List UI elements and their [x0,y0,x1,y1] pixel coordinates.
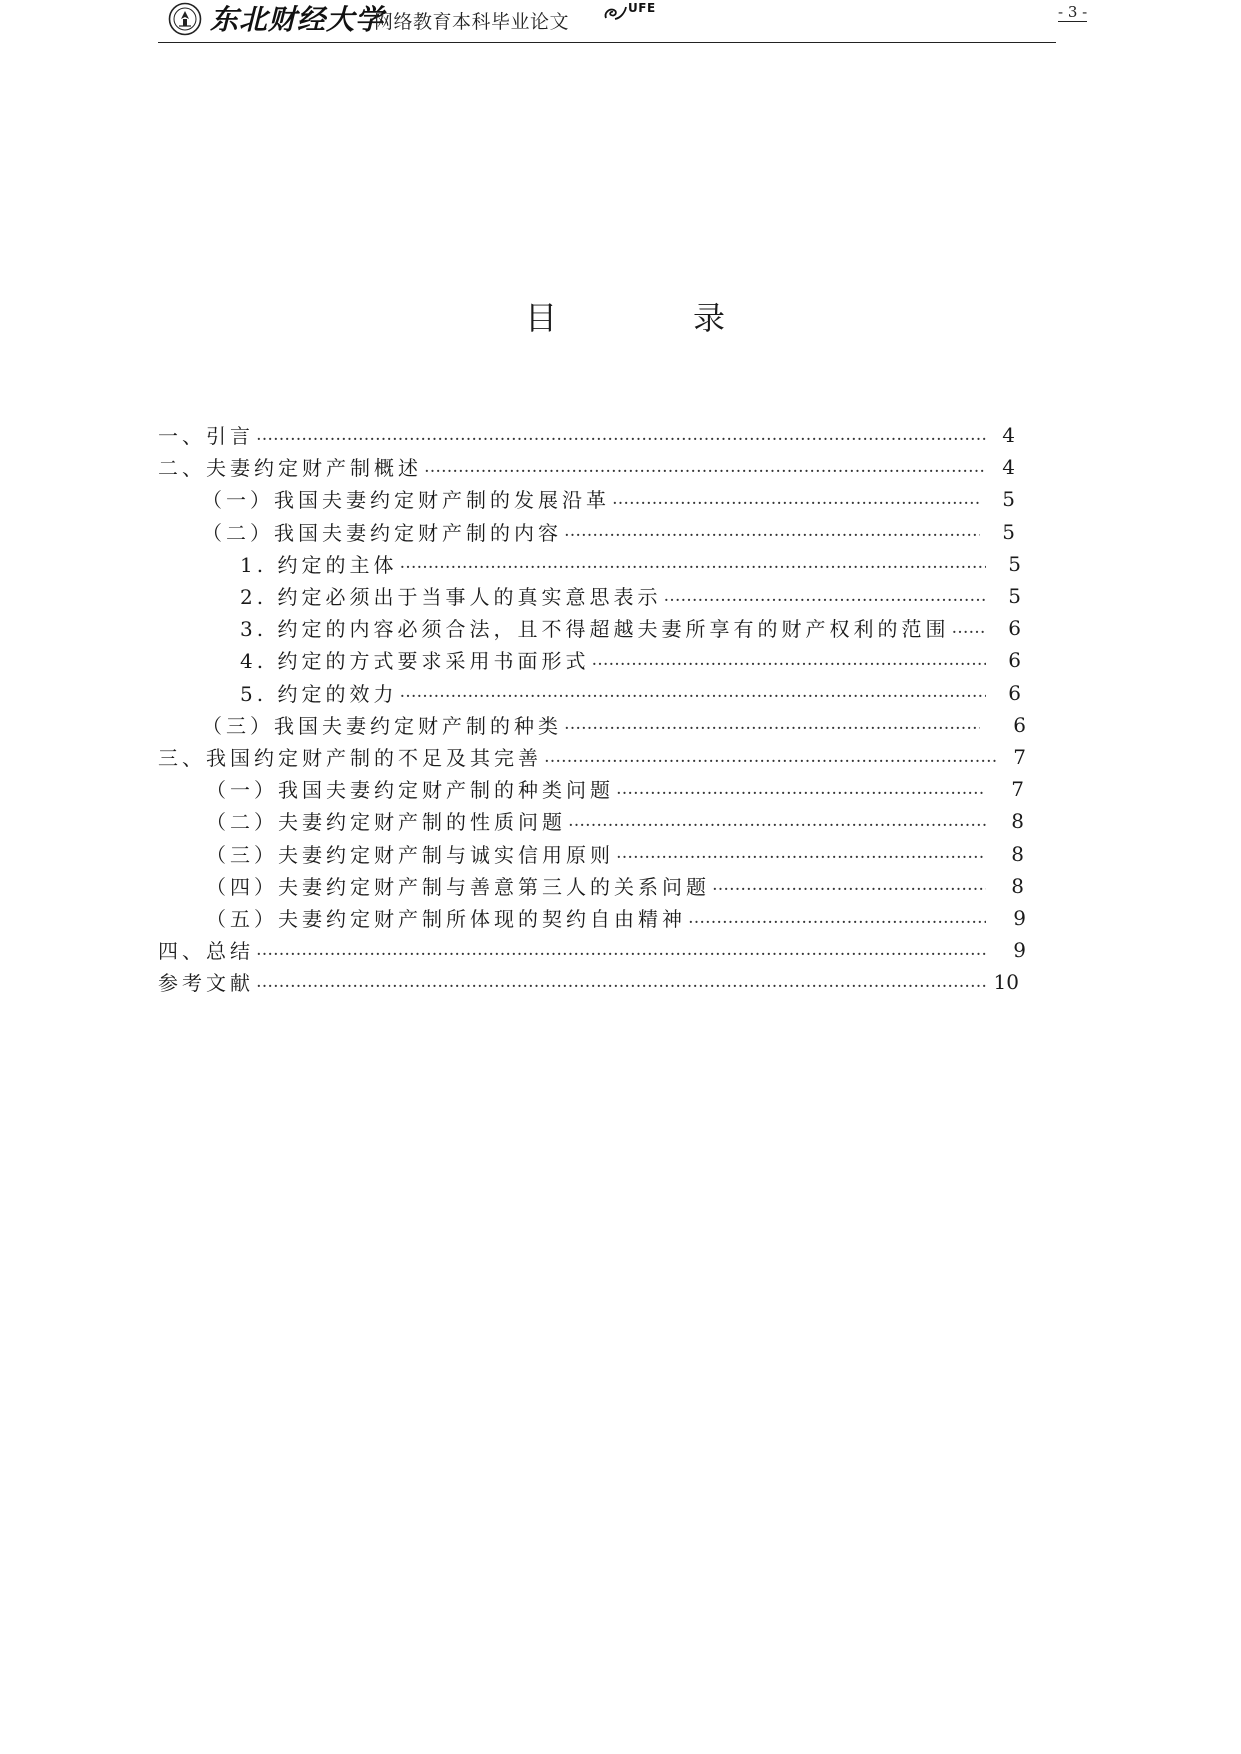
toc-dot-leader [397,682,986,702]
toc-entry[interactable] [158,740,996,773]
toc-page-number: 5 [1008,584,1021,608]
toc-dot-leader [397,553,986,573]
title-char-1: 目 [525,299,558,337]
toc-dot-leader [254,425,986,445]
toc-entry[interactable] [158,418,986,451]
toc-entry[interactable] [206,772,986,805]
toc-dot-leader [566,811,986,831]
toc-dot-leader [710,875,986,895]
toc-entry-title: 三、我国约定财产制的不足及其完善 [158,746,542,770]
toc-entry-title: （二）夫妻约定财产制的性质问题 [206,810,566,835]
brand-logo-text: UFE [628,1,656,15]
university-seal-icon [168,2,202,36]
brand-swirl-icon [603,4,627,22]
toc-page-number: 8 [1011,841,1024,866]
toc-dot-leader [589,650,986,670]
toc-entry[interactable] [206,901,986,934]
toc-page-number: 8 [1011,873,1024,898]
toc-entry-title: 5. 约定的效力 [240,681,398,706]
page-title [0,296,1241,340]
toc-dot-leader [542,747,996,767]
toc-entry[interactable] [240,676,986,709]
toc-entry[interactable] [158,965,986,998]
toc-entry[interactable] [158,933,986,966]
university-name: 东北财经大学 [210,3,385,36]
toc-entry[interactable] [202,482,980,515]
toc-page-number: 9 [1013,906,1026,930]
toc-entry[interactable] [240,579,986,612]
toc-dot-leader [614,843,986,863]
toc-dot-leader [949,618,986,638]
toc-entry-title: 一、引言 [158,424,254,448]
toc-entry[interactable] [206,869,986,902]
toc-page-number: 5 [1008,551,1021,576]
toc-page-number: 7 [1013,745,1026,769]
toc-dot-leader [686,908,986,928]
toc-dot-leader [562,714,980,734]
toc-dot-leader [254,972,986,992]
toc-entry-title: （四）夫妻约定财产制与善意第三人的关系问题 [206,874,710,899]
toc-page-number: 6 [1008,680,1021,705]
toc-entry[interactable] [240,547,986,580]
toc-page-number: 10 [993,970,1019,995]
header-divider [158,42,1056,43]
toc-entry[interactable] [206,804,986,837]
toc-page-number: 6 [1008,648,1021,673]
toc-dot-leader [661,586,986,606]
toc-page-number: 8 [1011,809,1024,834]
toc-entry-title: 四、总结 [158,939,254,964]
toc-entry-title: 4. 约定的方式要求采用书面形式 [240,649,590,674]
toc-entry-title: 3. 约定的内容必须合法，且不得超越夫妻所享有的财产权利的范围 [240,617,950,642]
toc-entry-title: 参考文献 [158,971,254,996]
toc-page-number: 6 [1013,712,1026,737]
toc-entry[interactable] [158,450,986,483]
toc-dot-leader [254,940,986,960]
toc-page-number: 4 [1002,423,1015,447]
toc-entry[interactable] [240,643,986,676]
toc-page-number: 9 [1013,938,1026,963]
toc-entry-title: （三）我国夫妻约定财产制的种类 [202,713,562,738]
page-number: - 3 - [1058,3,1088,21]
toc-entry-title: 二、夫妻约定财产制概述 [158,456,422,481]
toc-entry-title: （二）我国夫妻约定财产制的内容 [202,520,562,545]
toc-entry-title: （三）夫妻约定财产制与诚实信用原则 [206,842,614,867]
toc-page-number: 7 [1011,777,1024,802]
toc-entry-title: （一）我国夫妻约定财产制的种类问题 [206,778,614,803]
toc-entry-title: （一）我国夫妻约定财产制的发展沿革 [202,488,610,513]
toc-entry[interactable] [202,515,980,548]
toc-dot-leader [562,521,980,541]
thesis-type-label: 网络教育本科毕业论文 [374,11,570,33]
title-char-2: 录 [693,299,726,337]
toc-entry[interactable] [206,837,986,870]
toc-entry[interactable] [240,611,986,644]
toc-page-number: 4 [1002,455,1015,480]
toc-page-number: 5 [1002,487,1015,512]
toc-dot-leader [610,489,980,509]
toc-entry-title: 1. 约定的主体 [240,552,398,577]
toc-page-number: 6 [1008,616,1021,641]
toc-entry-title: 2. 约定必须出于当事人的真实意思表示 [240,585,662,609]
toc-dot-leader [422,457,986,477]
toc-dot-leader [614,779,986,799]
toc-page-number: 5 [1002,519,1015,544]
toc-entry-title: （五）夫妻约定财产制所体现的契约自由精神 [206,907,686,931]
toc-entry[interactable] [202,708,980,741]
